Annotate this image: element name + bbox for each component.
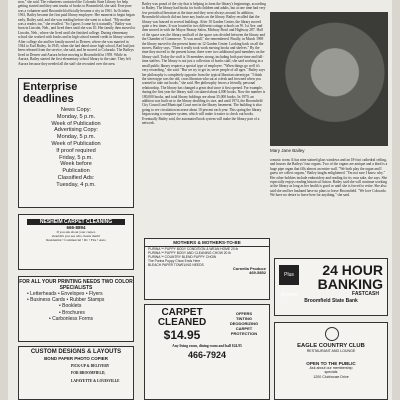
carpet-services xyxy=(222,311,266,336)
article-middle-column: Bailey was proud of the city that is helping to form the library's beginnings, according to Bailey. The library had books for both children and adults, but at one time had very few periodical literature at the time and they were always around. In addition, Broomfield schools did not have any books on the library. Bailey recalled that the library was housed in several buildings. After 10 Garden Center, the library moved quite a few times. It was located in two different cottage schools on W. 1st Ave. and then moved in with the Mayor Beauty Salon, Midway Bowl and Highway 287. Half of the space was the library and half of the space was divided between the library and the Chamber of Commerce. "It was small," she remembered. Finally, in March 1969 the library moved to the present home on 12 Garden Center. Looking back on all the moves, Bailey says, "Then it really took work moving books and shelves." By the time they moved to the present home, there were two additional paid members on the library staff. Today the staff is 16 members strong, including both part-time and full-time staffers. The library is not just a collection of books staff, she said working in a small public library requires a special type of employee. "When things go well it's very rewarding," she said. "But we try to get in, serve people of all ages." Bailey says her philosophy is completely opposite from the typical librarian stereotype. "I think the stereotype was the old, cross librarian who sat at a desk and frowned when you wanted to take out books," she said. Her philosophy favors a friendly, personal relationship. The library has changed a great deal since it first opened. For example, during the first year the library staff circulated about 4,000 books. Now the number is 180,000 books, and total library holdings are about 35,000 books. In 1970, an addition was built on to the library doubling its size, and until 1974, the Broomfield City Council and Municipal Court met in the library basement. The building is also going to see circulation increase about 10 percent each year. This spring the library began using a computer system, which will make it easier to check out books. Eventually Bailey said, the automated book system will make the library part of a network. xyxy=(142,2,266,125)
eagle-line: specials xyxy=(324,370,338,375)
enterprise-deadlines-title: Enterprise deadlines xyxy=(23,81,78,105)
deadline-line: Week before xyxy=(60,161,92,168)
portrait-photo xyxy=(270,12,388,146)
carpet-service: PROTECTION xyxy=(230,331,258,336)
deadline-line: Advertising Copy: xyxy=(54,127,98,134)
bank-line2: BANKING xyxy=(317,276,383,292)
deadline-line: Monday, 5 p.m. xyxy=(56,113,96,120)
printing-item: • Brochures xyxy=(59,309,85,316)
deadline-line: Week of Publication xyxy=(51,120,101,127)
deadline-line: Friday, 5 p.m. xyxy=(59,154,93,161)
bank-fastcash: FASTCASH xyxy=(352,291,379,297)
nesheim-title: NESHEIM CARPET CLEANING xyxy=(27,219,125,225)
eagle-line: 1200 Clubhouse Drive xyxy=(313,374,349,379)
printing-title: FOR ALL YOUR PRINTING NEEDS TWO COLOR SPECIALISTS xyxy=(19,279,133,291)
photo-caption: Mary Jane Bailey xyxy=(270,148,305,153)
deadline-line: Week of Publication xyxy=(51,140,101,147)
printing-item: • Carbonless Forms xyxy=(49,315,93,322)
mothers-row: BLEACH PAPER TOWELING NEEDS xyxy=(148,263,204,267)
carpet-service: CARPET xyxy=(235,326,253,331)
eagle-title: EAGLE COUNTRY CLUB xyxy=(297,343,365,349)
mothers-title: MOTHERS & MOTHERS-TO-BE xyxy=(145,239,269,247)
carpet-title2: CLEANED xyxy=(157,317,207,328)
printing-item: • Letterheads • Envelopes • Flyers xyxy=(27,291,103,297)
printing-ad xyxy=(18,276,134,342)
plus-system-icon: Plus System xyxy=(279,265,299,285)
mothers-row: PURINA™ COUNTRY BLEND PUPPY CHOW xyxy=(148,255,217,259)
pickup-line: LAFAYETTE & LOUISVILLE xyxy=(71,378,120,383)
custom-title: CUSTOM DESIGNS & LAYOUTS xyxy=(30,349,122,355)
newspaper-page xyxy=(8,0,392,400)
mothers-store: Cornella Produce xyxy=(232,266,266,271)
deadline-line: Publication xyxy=(62,168,90,175)
pickup-line: FOR BROOMFIELD, xyxy=(71,371,106,376)
carpet-cleaned-ad xyxy=(144,304,270,400)
mothers-ad xyxy=(144,238,270,300)
bank-ad xyxy=(274,258,388,316)
carpet-deal: Any living room, dining room and hall $24.95 xyxy=(172,344,242,348)
carpet-service: TINTING xyxy=(236,316,252,321)
eagle-logo-icon xyxy=(325,327,339,341)
pickup-line: PICK-UP & DELIVERY xyxy=(71,364,110,368)
deadline-line: Classified Ads: xyxy=(57,174,95,181)
nesheim-line: Residential • Commercial • Rv • Fire • Auto xyxy=(46,238,106,242)
deadline-line: Tuesday, 4 p.m. xyxy=(56,181,96,188)
enterprise-deadlines-ad xyxy=(18,78,134,208)
carpet-service: DEODORIZING xyxy=(229,321,259,326)
eagle-open: OPEN TO THE PUBLIC xyxy=(306,361,356,366)
carpet-service: OFFERS xyxy=(235,311,253,316)
mothers-phone: 469-5852 xyxy=(249,270,266,275)
printing-item: • Booklets xyxy=(59,303,82,310)
mothers-row: The Purina Puppy Chow Ends Here xyxy=(148,259,201,263)
nesheim-line: shouldn't you see who cleans them? xyxy=(51,234,101,238)
article-right-column: a music room. It has nine stained glass windows and an 18-foot cathedral ceiling, and houses the Baileys' four organs. Two of the organs are antique and a third is a huge pipe organ that fills almost an entire wall. "We both play the organ and I guess we collect organs," Bailey laughs enlightened. "I'm not sure I know why." Her other hobbies include embroidery and reading for its own sake, she says. She especially enjoys reading historical fiction. Bailey said she will continue working at the library as long as her health is good or until she is forced to retire. She also said she and her husband have no plans to leave Broomfield. "We love Colorado. We have no desire to leave here for anything," she said. xyxy=(270,158,388,198)
bank-name: Broomfield State Bank xyxy=(304,298,358,304)
carpet-phone: 466-7924 xyxy=(187,350,227,361)
mothers-row: PURINA™ PUPPY BODY AND CLEANING CHOW 20 lb xyxy=(148,251,231,255)
carpet-title1: CARPET xyxy=(161,307,203,318)
carpet-price: $14.95 xyxy=(163,328,201,342)
printing-item: • Business Cards • Rubber Stamps xyxy=(27,297,105,304)
mothers-row: PURINA™ PUPPY BODY CONDITION & WEAN HOME 20 lb xyxy=(148,247,239,251)
eagle-line: Ask about our membership xyxy=(309,366,353,370)
deadline-line: News Copy: xyxy=(60,107,92,113)
eagle-country-club-ad xyxy=(274,322,388,400)
deadline-line: If proof required xyxy=(56,147,96,154)
nesheim-phone: 666-8894 xyxy=(66,225,86,230)
eagle-subtitle: RESTAURANT AND LOUNGE xyxy=(306,349,356,353)
bank-line1: 24 HOUR xyxy=(322,262,383,278)
deadline-line: Monday, 5 p.m. xyxy=(56,134,96,141)
article-left-column: now," she said. The volunteers contacted the Colorado State Library for help getting started and they sent trunks of books to Broomfield, she said. Everyone was a volunteer until Broomfield officially became a city in 1961. In October, 1961, Bailey became the first paid library employee. Her moment to begin began early, Bailey said, and she was reading before she went to school. "My mother was a reader, too," she recalled. "So I guess I came by it naturally." Bailey was born in Lincoln, Neb., and lived there until she was 10. Her family then moved to Lincoln, Neb., where she lived until she finished college. During elementary school she worked with books and in high school earned credit in library science. After college she and her family moved to Denver, where she was married in 1944 to Earl Bailey. In 1945, when she had dated since high school, Earl had just been released from the service, she said, and he moved to Colorado. The Baileys lived in Denver and Aurora before moving to Broomfield in 1959. While in Aurora, Bailey started the first elementary school library in the state. They left Aurora because they needed all the staff she recruited over the area. xyxy=(18,0,136,66)
nesheim-line: If you ask about your carpet, xyxy=(56,230,96,234)
custom-subtitle: BOND PAPER PHOTO COPIER xyxy=(44,356,108,361)
nesheim-carpet-ad xyxy=(18,214,134,270)
custom-designs-ad xyxy=(18,346,134,400)
